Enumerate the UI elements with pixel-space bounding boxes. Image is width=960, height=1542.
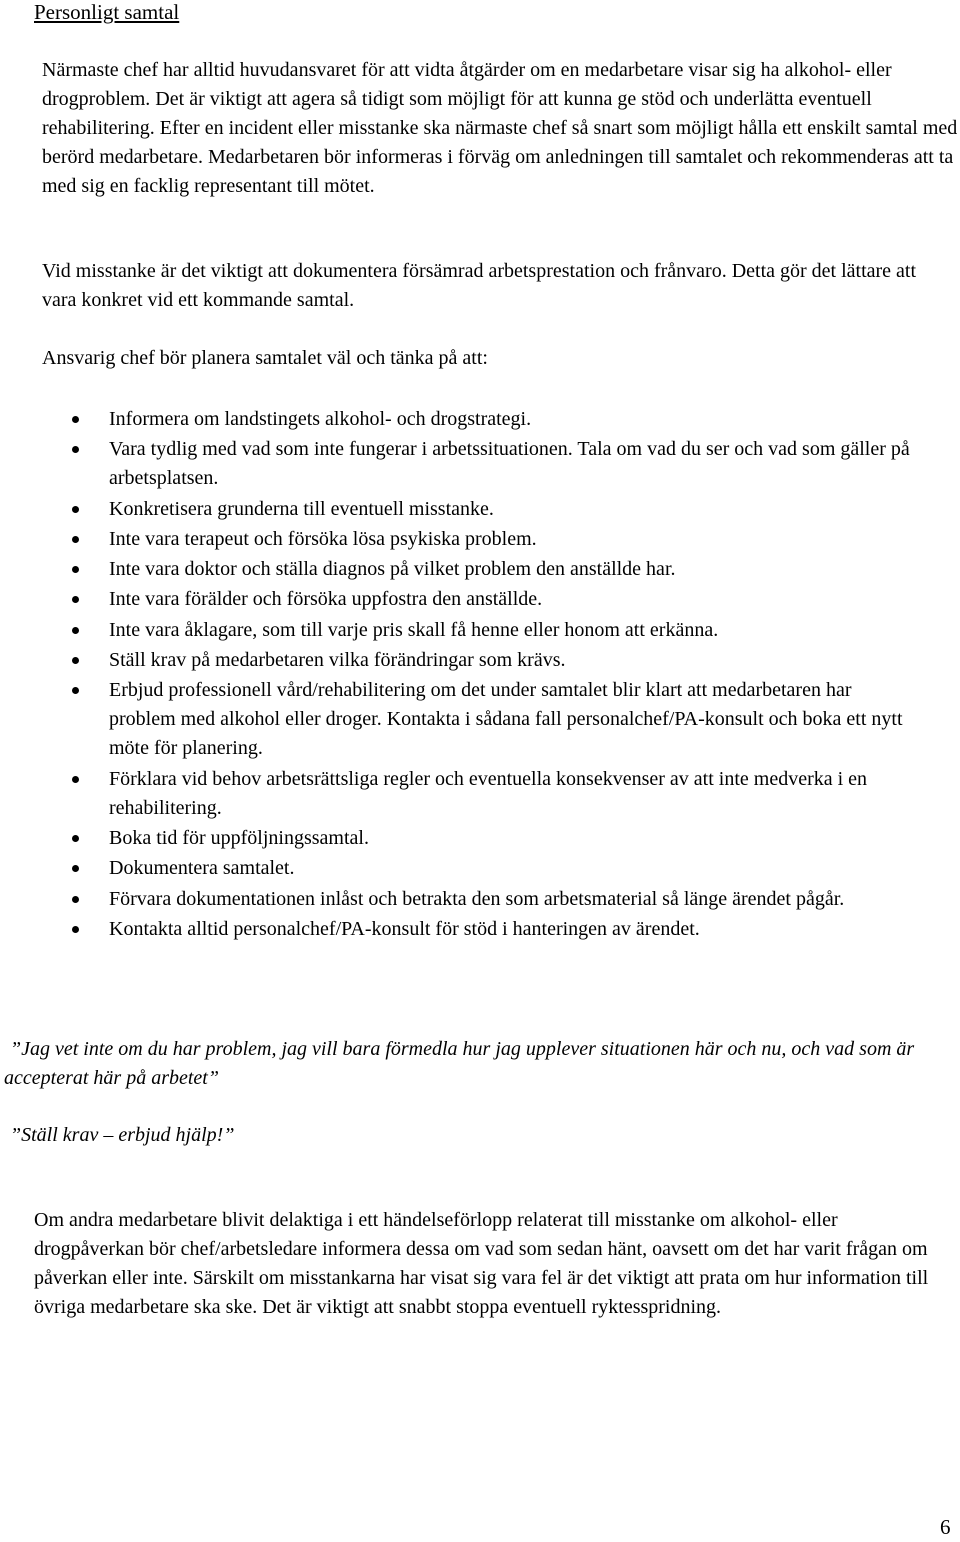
bullet-icon — [72, 776, 79, 783]
bullet-icon — [72, 566, 79, 573]
list-item-text: Förvara dokumentationen inlåst och betrakta den som arbetsmaterial så länge ärendet pågår. — [109, 887, 845, 910]
bullet-icon — [72, 835, 79, 842]
list-item-text: Inte vara förälder och försöka uppfostra den anställde. — [109, 588, 543, 611]
list-item-text: Erbjud professionell vård/rehabilitering om det under samtalet blir klart att medarbetaren har problem med alkohol eller droger. Kontakta i sådana fall personalchef/PA-konsult och boka ett nytt möte för planering. — [109, 679, 903, 760]
list-item — [42, 854, 922, 883]
list-item — [42, 676, 922, 763]
list-item-text: Förklara vid behov arbetsrättsliga regler och eventuella konsekvenser av att inte medverka i en rehabilitering. — [109, 767, 868, 819]
bullet-icon — [72, 687, 79, 694]
list-item-text: Ställ krav på medarbetaren vilka förändringar som krävs. — [109, 649, 566, 672]
bullet-icon — [72, 506, 79, 513]
list-item — [42, 405, 922, 434]
list-item — [42, 555, 922, 584]
list-item-text: Inte vara terapeut och försöka lösa psykiska problem. — [109, 527, 537, 550]
bullet-icon — [72, 896, 79, 903]
coworkers-paragraph: Om andra medarbetare blivit delaktiga i ett händelseförlopp relaterat till misstanke om alkohol- eller drogpåverkan bör chef/arbetsledare informera dessa om vad som sedan hänt, oavsett om det har varit frågan om påverkan eller inte. Särskilt om misstankarna har visat sig vara fel är det viktigt att prata om hur information till övriga medarbetare ska ske. Det är viktigt att snabbt stoppa eventuell ryktesspridning. — [34, 1209, 929, 1318]
bullet-icon — [72, 865, 79, 872]
bullet-icon — [72, 416, 79, 423]
list-item — [42, 585, 922, 614]
bullet-icon — [72, 657, 79, 664]
list-item-text: Dokumentera samtalet. — [109, 857, 295, 880]
list-item-text: Boka tid för uppföljningssamtal. — [109, 826, 369, 849]
page-number: 6 — [940, 1515, 951, 1539]
list-item — [42, 646, 922, 675]
list-item-text: Kontakta alltid personalchef/PA-konsult för stöd i hanteringen av ärendet. — [109, 917, 700, 940]
list-item-text: Vara tydlig med vad som inte fungerar i arbetssituationen. Tala om vad du ser och vad som gäller på arbetsplatsen. — [109, 438, 910, 490]
checklist — [42, 405, 922, 945]
bullet-icon — [72, 536, 79, 543]
intro-paragraph: Närmaste chef har alltid huvudansvaret för att vidta åtgärder om en medarbetare visar sig ha alkohol- eller drogproblem. Det är viktigt att agera så tidigt som möjligt för att kunna ge stöd och underlätta eventuell rehabilitering. Efter en incident eller misstanke ska närmaste chef så snart som möjligt hålla ett enskilt samtal med berörd medarbetare. Medarbetaren bör informeras i förväg om anledningen till samtalet och rekommenderas att ta med sig en facklig representant till mötet. — [42, 59, 958, 197]
list-item — [42, 495, 922, 524]
list-item — [42, 765, 922, 823]
list-item-text: Konkretisera grunderna till eventuell misstanke. — [109, 497, 494, 520]
list-item — [42, 616, 922, 645]
bullet-icon — [72, 926, 79, 933]
quote-situation: ”Jag vet inte om du har problem, jag vill bara förmedla hur jag upplever situationen här och nu, och vad som är accepterat här på arbetet” — [4, 1038, 915, 1089]
list-item-text: Informera om landstingets alkohol- och drogstrategi. — [109, 408, 532, 430]
list-item — [42, 435, 922, 493]
quote-slogan: ”Ställ krav – erbjud hjälp!” — [10, 1124, 235, 1146]
list-item-text: Inte vara åklagare, som till varje pris skall få henne eller honom att erkänna. — [109, 618, 719, 641]
bullet-icon — [72, 627, 79, 634]
list-item-text: Inte vara doktor och ställa diagnos på vilket problem den anställde har. — [109, 558, 676, 581]
planning-paragraph: Ansvarig chef bör planera samtalet väl och tänka på att: — [42, 347, 488, 369]
list-item — [42, 525, 922, 554]
bullet-icon — [72, 446, 79, 453]
documentation-paragraph: Vid misstanke är det viktigt att dokumentera försämrad arbetsprestation och frånvaro. Detta gör det lättare att vara konkret vid ett kommande samtal. — [42, 260, 917, 311]
list-item — [42, 824, 922, 853]
list-item — [42, 915, 922, 944]
bullet-icon — [72, 596, 79, 603]
list-item — [42, 885, 922, 914]
section-heading: Personligt samtal — [34, 0, 180, 24]
